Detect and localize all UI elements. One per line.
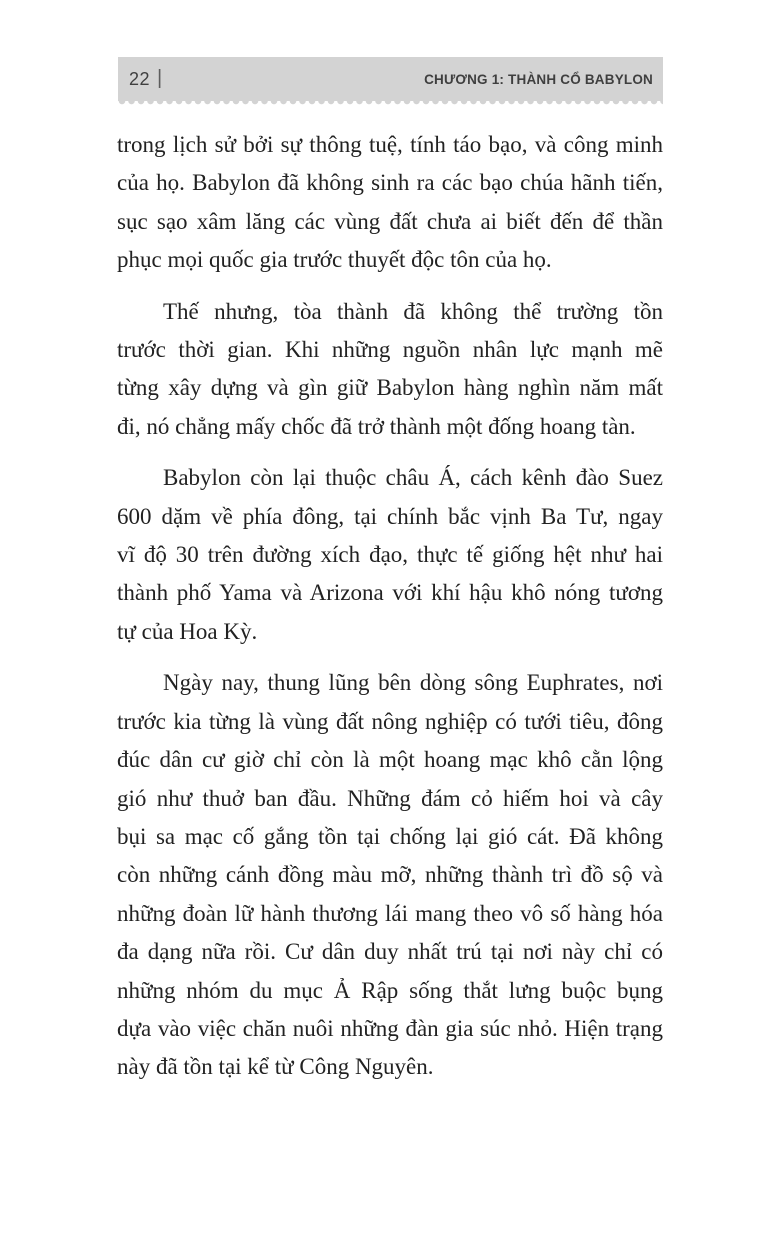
text-line: sục sạo xâm lăng các vùng đất chưa ai biết đến để thần bbox=[117, 208, 663, 234]
text-line: Thế nhưng, tòa thành đã không thể trường tồn bbox=[163, 298, 663, 324]
text-line: đúc dân cư giờ chỉ còn là một hoang mạc khô cằn lộng bbox=[117, 747, 663, 773]
text-line: tự của Hoa Kỳ. bbox=[117, 618, 258, 644]
text-line: trước kia từng là vùng đất nông nghiệp có tưới tiêu, đông bbox=[117, 708, 663, 734]
text-line: đa dạng nữa rồi. Cư dân duy nhất trú tại nơi này chỉ có bbox=[117, 939, 663, 965]
text-line: Babylon còn lại thuộc châu Á, cách kênh đào Suez bbox=[163, 465, 663, 491]
page-number-separator: | bbox=[157, 66, 163, 89]
text-line: vĩ độ 30 trên đường xích đạo, thực tế giống hệt như hai bbox=[117, 542, 663, 568]
paragraph bbox=[117, 459, 663, 651]
text-line: đi, nó chẳng mấy chốc đã trở thành một đống hoang tàn. bbox=[117, 413, 636, 439]
paragraph bbox=[117, 126, 663, 280]
paragraph bbox=[117, 293, 663, 447]
text-line: trong lịch sử bởi sự thông tuệ, tính táo bạo, và công minh bbox=[117, 132, 663, 157]
paragraph bbox=[117, 664, 663, 1086]
text-line: gió như thuở ban đầu. Những đám cỏ hiếm hoi và cây bbox=[117, 785, 663, 811]
text-line: những đoàn lữ hành thương lái mang theo vô số hàng hóa bbox=[117, 900, 663, 926]
page-number-group bbox=[129, 68, 163, 91]
text-line: còn những cánh đồng màu mỡ, những thành trì đồ sộ và bbox=[117, 862, 663, 888]
text-line: thành phố Yama và Arizona với khí hậu khô nóng tương bbox=[117, 580, 663, 606]
text-line: từng xây dựng và gìn giữ Babylon hàng nghìn năm mất bbox=[117, 375, 663, 401]
text-line: này đã tồn tại kể từ Công Nguyên. bbox=[117, 1054, 434, 1080]
text-line: dựa vào việc chăn nuôi những đàn gia súc nhỏ. Hiện trạng bbox=[117, 1015, 663, 1041]
body-text bbox=[117, 126, 663, 1087]
page-number: 22 bbox=[129, 68, 151, 89]
header-scalloped-edge bbox=[118, 101, 663, 107]
text-line: những nhóm du mục Ả Rập sống thắt lưng buộc bụng bbox=[117, 977, 663, 1003]
page-header bbox=[118, 57, 663, 101]
text-line: bụi sa mạc cố gắng tồn tại chống lại gió cát. Đã không bbox=[117, 823, 663, 849]
text-line: 600 dặm về phía đông, tại chính bắc vịnh Ba Tư, ngay bbox=[117, 503, 663, 529]
chapter-title: CHƯƠNG 1: THÀNH CỔ BABYLON bbox=[424, 71, 653, 87]
text-line: phục mọi quốc gia trước thuyết độc tôn của họ. bbox=[117, 247, 552, 273]
text-line: của họ. Babylon đã không sinh ra các bạo chúa hãnh tiến, bbox=[117, 170, 663, 196]
text-line: Ngày nay, thung lũng bên dòng sông Euphrates, nơi bbox=[163, 670, 663, 696]
text-line: trước thời gian. Khi những nguồn nhân lực mạnh mẽ bbox=[117, 337, 663, 363]
